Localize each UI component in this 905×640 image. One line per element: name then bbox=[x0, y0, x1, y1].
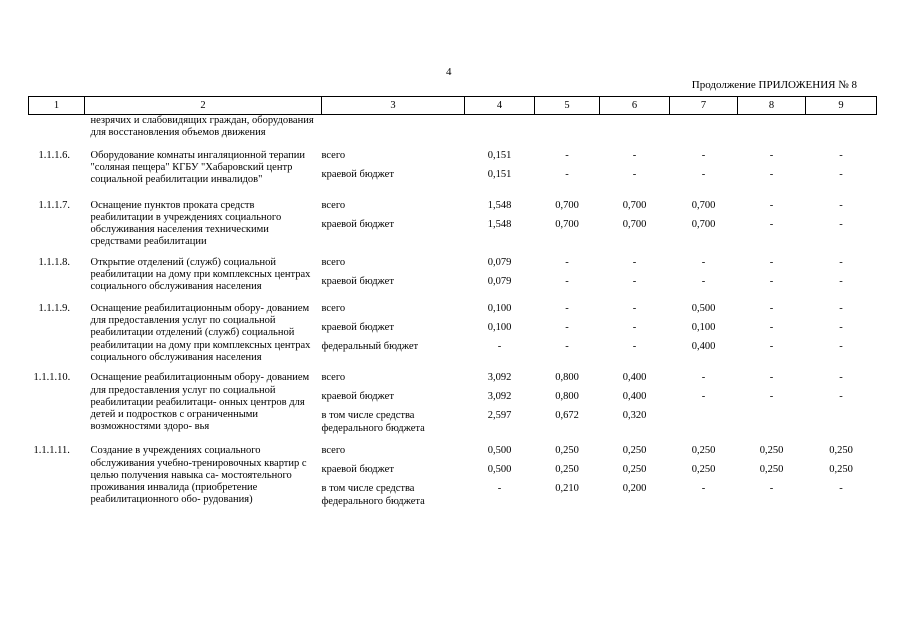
value-cell bbox=[738, 436, 806, 509]
value: - bbox=[565, 168, 569, 180]
value: 0,100 bbox=[487, 302, 512, 314]
table-row bbox=[29, 364, 877, 436]
value-cell bbox=[465, 295, 535, 364]
funding-source-cell bbox=[322, 295, 465, 364]
value-cell bbox=[670, 188, 738, 249]
funding-source: всего bbox=[321, 256, 346, 268]
item-name: незрячих и слабовидящих граждан, оборудования для восстановления объемов движения bbox=[90, 115, 314, 139]
page-number: 4 bbox=[446, 66, 452, 78]
value: 0,320 bbox=[622, 410, 647, 422]
value-cell bbox=[600, 436, 670, 509]
value: 0,672 bbox=[555, 410, 579, 422]
value: - bbox=[632, 168, 637, 180]
value: 3,092 bbox=[487, 391, 512, 403]
value-cell bbox=[806, 364, 877, 436]
item-name: Оснащение реабилитационным обору- дованием для предоставления услуг по социальной реабилитации реабилитаци- онных центров для детей и подростков с ограниченными возможностями здоро- вья bbox=[90, 372, 310, 433]
column-header: 9 bbox=[806, 97, 877, 115]
value: - bbox=[839, 149, 843, 161]
value: 0,250 bbox=[622, 445, 647, 457]
value: - bbox=[497, 340, 502, 352]
value: 0,400 bbox=[622, 391, 647, 403]
column-header: 8 bbox=[738, 97, 806, 115]
value bbox=[670, 410, 738, 436]
value-cell bbox=[806, 436, 877, 509]
value-cell bbox=[465, 140, 535, 188]
value bbox=[738, 410, 806, 436]
value-cell bbox=[600, 140, 670, 188]
value-cell bbox=[806, 249, 877, 295]
value: 0,151 bbox=[487, 149, 512, 161]
item-number: 1.1.1.10. bbox=[33, 372, 71, 384]
value: - bbox=[769, 275, 774, 287]
value: 0,250 bbox=[555, 464, 579, 476]
value: 1,548 bbox=[487, 199, 512, 211]
value-cell bbox=[738, 115, 806, 140]
value: 0,079 bbox=[487, 275, 512, 287]
table-row bbox=[29, 115, 877, 140]
item-name: Создание в учреждениях социального обслуживания учебно-тренировочных квартир с целью получения навыка са- мостоятельного проживания инвалида (приобретение реабилитационного обо- рудования) bbox=[90, 445, 307, 506]
value-cell bbox=[670, 364, 738, 436]
value: - bbox=[769, 483, 774, 495]
funding-source: всего bbox=[321, 372, 346, 384]
item-number bbox=[29, 115, 85, 140]
value: - bbox=[701, 256, 706, 268]
value: 2,597 bbox=[487, 410, 512, 422]
value: - bbox=[839, 256, 843, 268]
value: 0,151 bbox=[487, 168, 512, 180]
funding-source: в том числе средства федерального бюджета bbox=[321, 483, 425, 507]
value: 0,210 bbox=[555, 483, 579, 495]
funding-source: краевой бюджет bbox=[321, 464, 394, 476]
item-name: Оснащение реабилитационным обору- дованием для предоставления услуг по социальной реабилитации отделений (служб) социальной реабилитации на дому при комплексных центрах социального обслуживания населения bbox=[90, 302, 311, 363]
value: - bbox=[769, 149, 774, 161]
value-cell bbox=[738, 295, 806, 364]
funding-source: краевой бюджет bbox=[321, 275, 394, 287]
value-cell bbox=[465, 364, 535, 436]
value: - bbox=[769, 199, 774, 211]
value-cell bbox=[738, 188, 806, 249]
column-header: 2 bbox=[85, 97, 322, 115]
value: 0,250 bbox=[759, 445, 784, 457]
value: 0,250 bbox=[829, 464, 853, 476]
value: - bbox=[632, 302, 637, 314]
value-cell bbox=[738, 249, 806, 295]
table-row bbox=[29, 188, 877, 249]
value-cell bbox=[535, 140, 600, 188]
value: - bbox=[769, 218, 774, 230]
value: - bbox=[632, 149, 637, 161]
value: - bbox=[769, 168, 774, 180]
funding-source: в том числе средства федерального бюджета bbox=[321, 410, 425, 434]
funding-source-cell bbox=[322, 115, 465, 140]
value: - bbox=[701, 275, 706, 287]
value: - bbox=[839, 218, 843, 230]
value: - bbox=[839, 302, 843, 314]
column-header: 5 bbox=[535, 97, 600, 115]
value: 0,250 bbox=[555, 445, 579, 457]
value-cell bbox=[738, 140, 806, 188]
value: 0,100 bbox=[487, 321, 512, 333]
funding-source: краевой бюджет bbox=[321, 321, 394, 333]
value: 0,700 bbox=[622, 199, 647, 211]
value: 0,100 bbox=[691, 321, 716, 333]
value: - bbox=[839, 321, 843, 333]
value: 1,548 bbox=[487, 218, 512, 230]
value-cell bbox=[670, 115, 738, 140]
funding-source-cell bbox=[322, 140, 465, 188]
value: 0,250 bbox=[829, 445, 853, 457]
value-cell bbox=[806, 188, 877, 249]
value-cell bbox=[465, 436, 535, 509]
column-header: 4 bbox=[465, 97, 535, 115]
value: - bbox=[839, 391, 843, 403]
value: 0,700 bbox=[622, 218, 647, 230]
value-cell bbox=[670, 295, 738, 364]
funding-source: всего bbox=[321, 445, 346, 457]
value-cell bbox=[806, 115, 877, 140]
value: - bbox=[769, 302, 774, 314]
item-number: 1.1.1.9. bbox=[38, 302, 70, 314]
funding-source: краевой бюджет bbox=[321, 168, 394, 180]
value-cell bbox=[600, 295, 670, 364]
value: - bbox=[632, 340, 637, 352]
value-cell bbox=[670, 140, 738, 188]
value: - bbox=[839, 168, 843, 180]
funding-source-cell bbox=[322, 436, 465, 509]
column-header: 7 bbox=[670, 97, 738, 115]
funding-source: всего bbox=[321, 149, 346, 161]
value-cell bbox=[465, 188, 535, 249]
table-row bbox=[29, 295, 877, 364]
value: - bbox=[701, 391, 706, 403]
value-cell bbox=[535, 188, 600, 249]
value: - bbox=[769, 372, 774, 384]
value-cell bbox=[465, 249, 535, 295]
funding-source: краевой бюджет bbox=[321, 218, 394, 230]
value: - bbox=[769, 256, 774, 268]
column-number-row bbox=[29, 97, 877, 115]
value: 0,800 bbox=[555, 372, 579, 384]
value: - bbox=[565, 149, 569, 161]
item-name: Открытие отделений (служб) социальной реабилитации на дому при комплексных центрах социального обслуживания населения bbox=[90, 256, 311, 293]
funding-source-cell bbox=[322, 188, 465, 249]
item-name: Оснащение пунктов проката средств реабилитации в учреждениях социального обслуживания населения техническими средствами реабилитации bbox=[90, 199, 282, 248]
column-header: 6 bbox=[600, 97, 670, 115]
value: - bbox=[497, 483, 502, 495]
value: - bbox=[565, 340, 569, 352]
value: - bbox=[632, 256, 637, 268]
value: - bbox=[701, 168, 706, 180]
value-cell bbox=[535, 436, 600, 509]
value-cell bbox=[535, 295, 600, 364]
value: - bbox=[565, 275, 569, 287]
item-number: 1.1.1.7. bbox=[38, 199, 70, 211]
value-cell bbox=[806, 140, 877, 188]
value: 0,250 bbox=[691, 445, 716, 457]
continuation-heading: Продолжение ПРИЛОЖЕНИЯ № 8 bbox=[691, 79, 857, 91]
value: 0,250 bbox=[759, 464, 784, 476]
value: 0,700 bbox=[691, 218, 716, 230]
value: - bbox=[839, 372, 843, 384]
funding-source: всего bbox=[321, 199, 346, 211]
value: 3,092 bbox=[487, 372, 512, 384]
value-cell bbox=[806, 295, 877, 364]
value: - bbox=[769, 391, 774, 403]
table-body bbox=[29, 115, 877, 510]
value: - bbox=[839, 275, 843, 287]
value: - bbox=[701, 149, 706, 161]
value: - bbox=[632, 321, 637, 333]
value: 0,500 bbox=[691, 302, 716, 314]
value: - bbox=[565, 302, 569, 314]
column-header: 1 bbox=[29, 97, 85, 115]
appendix-table bbox=[28, 96, 877, 509]
value: - bbox=[839, 483, 843, 495]
value: 0,700 bbox=[691, 199, 716, 211]
item-number: 1.1.1.6. bbox=[38, 149, 70, 161]
value: - bbox=[701, 483, 706, 495]
value-cell bbox=[670, 436, 738, 509]
value: 0,079 bbox=[487, 256, 512, 268]
value: 0,250 bbox=[622, 464, 647, 476]
funding-source: краевой бюджет bbox=[321, 391, 394, 403]
value: 0,250 bbox=[691, 464, 716, 476]
funding-source: всего bbox=[321, 302, 346, 314]
value-cell bbox=[465, 115, 535, 140]
value: 0,200 bbox=[622, 483, 647, 495]
value: - bbox=[701, 372, 706, 384]
value: - bbox=[839, 340, 843, 352]
value-cell bbox=[535, 364, 600, 436]
item-name: Оборудование комнаты ингаляционной терапии "соляная пещера" КГБУ "Хабаровский центр социальной реабилитации инвалидов" bbox=[90, 149, 305, 186]
value: - bbox=[632, 275, 637, 287]
value: 0,400 bbox=[691, 340, 716, 352]
value: - bbox=[769, 321, 774, 333]
value-cell bbox=[535, 249, 600, 295]
value-cell bbox=[600, 249, 670, 295]
funding-source: федеральный бюджет bbox=[321, 340, 419, 352]
value bbox=[806, 410, 877, 436]
value: 0,800 bbox=[555, 391, 579, 403]
table-row bbox=[29, 140, 877, 188]
value-cell bbox=[600, 364, 670, 436]
funding-source-cell bbox=[322, 249, 465, 295]
value: 0,500 bbox=[487, 464, 512, 476]
value-cell bbox=[600, 115, 670, 140]
table-row bbox=[29, 436, 877, 509]
item-number: 1.1.1.8. bbox=[38, 256, 70, 268]
value-cell bbox=[600, 188, 670, 249]
value: 0,700 bbox=[555, 199, 579, 211]
item-number: 1.1.1.11. bbox=[33, 445, 70, 457]
value: - bbox=[839, 199, 843, 211]
value: - bbox=[565, 321, 569, 333]
value-cell bbox=[535, 115, 600, 140]
value: 0,500 bbox=[487, 445, 512, 457]
value: - bbox=[565, 256, 569, 268]
value: 0,400 bbox=[622, 372, 647, 384]
table-row bbox=[29, 249, 877, 295]
column-header: 3 bbox=[322, 97, 465, 115]
value: - bbox=[769, 340, 774, 352]
value: 0,700 bbox=[555, 218, 579, 230]
value-cell bbox=[738, 364, 806, 436]
value-cell bbox=[670, 249, 738, 295]
funding-source-cell bbox=[322, 364, 465, 436]
